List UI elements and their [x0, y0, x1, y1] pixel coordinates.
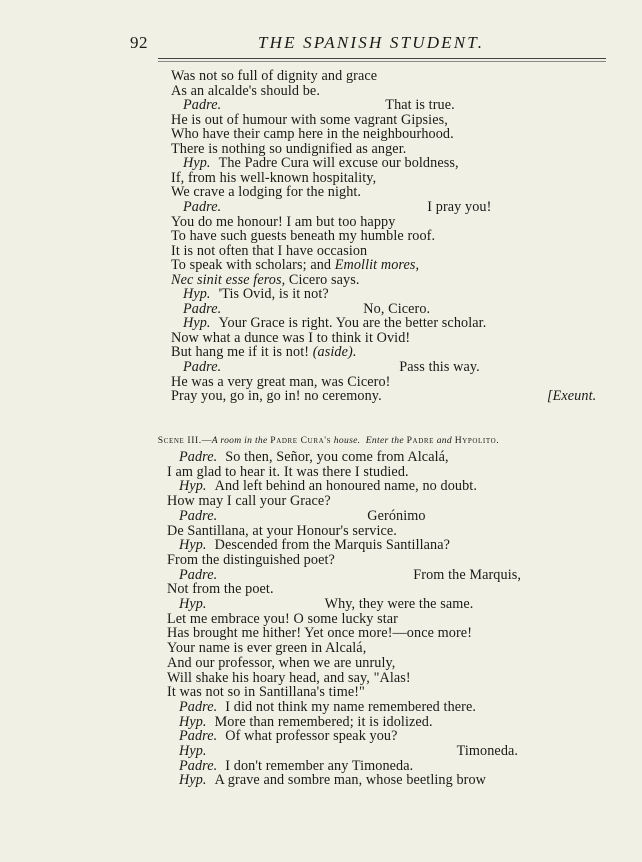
line-text: Your name is ever green in Alcalá, — [167, 640, 367, 657]
line-text: Of what professor speak you? — [225, 728, 398, 745]
line-text: Pass this way. — [399, 359, 480, 375]
verse-line — [167, 641, 366, 656]
page-header — [130, 33, 610, 59]
verse-line — [171, 215, 395, 230]
line-text: From the distinguished poet? — [167, 551, 335, 568]
verse-line — [171, 171, 376, 186]
scene-setting-tail: house. — [331, 435, 361, 446]
verse-line — [167, 465, 409, 480]
speaker-name: Padre. — [179, 566, 218, 583]
scene-dash: — — [201, 435, 212, 446]
line-text: Descended from the Marquis Santillana? — [214, 537, 451, 554]
line-text: If, from his well-known hospitality, — [171, 169, 377, 186]
verse-line — [171, 84, 320, 99]
line-text: Not from the poet. — [167, 581, 274, 598]
verse-line — [183, 302, 430, 317]
line-text: It is not often that I have occasion — [171, 242, 368, 259]
line-text: As an alcalde's should be. — [171, 82, 320, 99]
speaker-name: Hyp. — [183, 286, 211, 303]
verse-line — [183, 156, 459, 171]
verse-line — [171, 185, 361, 200]
speaker-name: Padre. — [183, 359, 222, 375]
line-text: Now what a dunce was I to think it Ovid! — [171, 329, 411, 346]
speaker-name: Padre. — [179, 757, 218, 774]
verse-line — [167, 612, 398, 627]
verse-line — [183, 360, 480, 375]
speaker-name: Padre. — [179, 507, 218, 524]
verse-line — [179, 509, 426, 524]
scene-character-padre: Padre — [406, 435, 435, 446]
speaker-name: Hyp. — [179, 772, 207, 789]
speaker-name: Padre. — [179, 449, 218, 465]
line-text: How may I call your Grace? — [167, 493, 331, 510]
verse-line — [179, 450, 449, 465]
line-text: Why, they were the same. — [324, 596, 474, 612]
line-text: No, Cicero. — [363, 300, 431, 317]
scene-label: Scene III. — [157, 435, 202, 446]
verse-line — [171, 345, 356, 360]
speaker-name: Padre. — [183, 300, 222, 317]
line-text: You do me honour! I am but too happy — [171, 213, 396, 230]
line-text: To speak with scholars; and — [171, 257, 335, 274]
speaker-name: Padre. — [179, 728, 218, 745]
speaker-name: Hyp. — [179, 537, 207, 554]
speaker-name: Hyp. — [179, 713, 207, 730]
verse-line — [171, 127, 454, 142]
italic-phrase: Emollit mores, — [334, 257, 420, 274]
line-text: De Santillana, at your Honour's service. — [167, 522, 397, 539]
speaker-name: Hyp. — [179, 743, 207, 759]
scene-character-hypolito: Hypolito. — [454, 435, 500, 446]
verse-line — [179, 597, 473, 612]
verse-line — [167, 553, 335, 568]
line-text: But hang me if it is not! — [171, 344, 313, 361]
verse-line — [171, 142, 406, 157]
line-text: He was a very great man, was Cicero! — [171, 373, 391, 390]
line-text: Will shake his hoary head, and say, "Alas! — [167, 669, 411, 686]
verse-line — [179, 479, 477, 494]
verse-line — [171, 69, 377, 84]
verse-line — [167, 494, 331, 509]
verse-line — [183, 200, 491, 215]
speaker-name: Hyp. — [183, 155, 211, 172]
line-text: Cicero says. — [285, 271, 360, 288]
verse-line — [179, 538, 450, 553]
line-text: It was not so in Santillana's time!" — [167, 684, 365, 701]
running-title: THE SPANISH STUDENT. — [258, 33, 485, 52]
verse-line — [183, 98, 455, 113]
speaker-name: Hyp. — [183, 315, 211, 332]
speaker-name: Padre. — [183, 97, 222, 114]
line-text: Has brought me hither! Yet once more!—once more! — [167, 625, 473, 642]
verse-line — [171, 244, 367, 259]
line-text: 'Tis Ovid, is it not? — [218, 286, 329, 303]
line-text: A grave and sombre man, whose beetling brow — [214, 772, 487, 789]
verse-line — [179, 700, 476, 715]
verse-line — [171, 113, 448, 128]
speaker-name: Padre. — [179, 698, 218, 715]
verse-line — [167, 671, 411, 686]
line-text: Was not so full of dignity and grace — [171, 68, 378, 84]
speaker-name: Hyp. — [179, 478, 207, 495]
italic-phrase: Nec sinit esse feros, — [171, 271, 286, 288]
verse-line — [167, 524, 397, 539]
line-text: I pray you! — [427, 198, 492, 215]
italic-phrase: (aside). — [312, 344, 357, 361]
line-text: To have such guests beneath my humble roof. — [171, 228, 436, 245]
speaker-name: Hyp. — [179, 596, 207, 612]
verse-line — [179, 744, 518, 759]
scene-entry: Enter the — [365, 435, 407, 446]
verse-line — [179, 729, 398, 744]
stage-direction-exeunt: [Exeunt. — [547, 388, 597, 405]
verse-line — [179, 773, 486, 788]
scene-setting: A room in the — [211, 435, 271, 446]
verse-line — [183, 316, 486, 331]
verse-line — [171, 375, 390, 390]
line-text: Your Grace is right. You are the better scholar. — [218, 315, 487, 332]
line-text: That is true. — [385, 97, 455, 114]
line-text: And left behind an honoured name, no doubt. — [214, 478, 477, 495]
line-text: Pray you, go in, go in! no ceremony. — [171, 388, 382, 405]
scene-place-name: Padre Cura's — [270, 435, 332, 446]
line-text: He is out of humour with some vagrant Gipsies, — [171, 111, 448, 128]
line-text: Gerónimo — [367, 507, 426, 524]
verse-line — [171, 229, 435, 244]
line-text: I am glad to hear it. It was there I studied. — [167, 463, 409, 480]
verse-line — [171, 258, 419, 273]
verse-line — [167, 582, 274, 597]
line-text: So then, Señor, you come from Alcalá, — [225, 449, 449, 465]
verse-line — [171, 331, 410, 346]
verse-line — [179, 759, 413, 774]
line-text: Let me embrace you! O some lucky star — [167, 610, 399, 627]
line-text: The Padre Cura will excuse our boldness, — [218, 155, 459, 172]
verse-line — [183, 287, 329, 302]
verse-line — [179, 568, 521, 583]
line-text: We crave a lodging for the night. — [171, 184, 362, 201]
verse-line — [171, 389, 382, 404]
line-text: More than remembered; it is idolized. — [214, 713, 433, 730]
speaker-name: Padre. — [183, 198, 222, 215]
line-text: I did not think my name remembered there. — [225, 698, 477, 715]
verse-line — [167, 685, 365, 700]
line-text: Timoneda. — [456, 743, 519, 759]
scene-and: and — [434, 435, 455, 446]
verse-line — [167, 626, 472, 641]
line-text: Who have their camp here in the neighbourhood. — [171, 126, 454, 143]
verse-line — [179, 715, 433, 730]
line-text: There is nothing so undignified as anger. — [171, 140, 407, 157]
header-rule — [158, 58, 606, 59]
line-text: And our professor, when we are unruly, — [167, 654, 396, 671]
line-text: From the Marquis, — [413, 566, 522, 583]
verse-line — [167, 656, 395, 671]
verse-line — [171, 273, 359, 288]
line-text: I don't remember any Timoneda. — [225, 757, 414, 774]
page-number: 92 — [130, 33, 148, 52]
